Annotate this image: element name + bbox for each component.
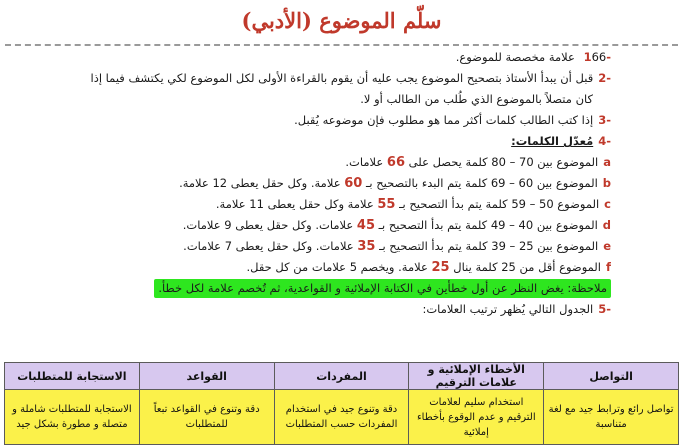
rate-text: الموضوع 50 – 59 كلمة يتم بدأ التصحيح بـ: [399, 197, 600, 211]
note-line: [0, 278, 611, 299]
rate-text: الموضوع بين 60 – 69 كلمة يتم البدء بالتصحيح بـ: [365, 176, 598, 190]
word-rate-a: [0, 152, 611, 173]
item-1: [0, 47, 611, 68]
rate-letter: b: [602, 176, 611, 190]
item-text: قبل أن يبدأ الأستاذ بتصحيح الموضوع يجب عليه أن يقوم بالقراءة الأولى لكل الموضوع لكي يكتشف فيما إذا: [90, 71, 594, 85]
rate-text: الموضوع بين 40 – 49 كلمة يتم بدأ التصحيح بـ: [378, 218, 598, 232]
item-text: إذا كتب الطالب كلمات أكثر مما هو مطلوب فإن موضوعه يُقبل.: [294, 113, 594, 127]
cell-grammar: دقة وتنوع في القواعد تبعاً للمتطلبات: [139, 390, 274, 445]
rate-mark: 55: [377, 197, 396, 212]
rubric-table: [4, 362, 679, 445]
cell-vocabulary: دقة وتنوع جيد في استخدام المفردات حسب المتطلبات: [274, 390, 409, 445]
word-rate-b: [0, 173, 611, 194]
rate-letter: a: [603, 155, 611, 169]
rate-mark: 25: [431, 260, 450, 275]
rate-text: علامة. ويخصم 5 علامات من كل حقل.: [246, 260, 428, 274]
word-rate-heading: مُعدّل الكلمات:: [511, 134, 594, 148]
item-number: -4: [598, 134, 611, 148]
word-rate-c: [0, 194, 611, 215]
table-row: [5, 390, 679, 445]
item-number: -3: [598, 113, 611, 127]
rate-text: الموضوع أقل من 25 كلمة ينال: [453, 260, 601, 274]
rate-mark: 35: [357, 239, 376, 254]
rate-text: علامات. وكل حقل يعطى 9 علامات.: [182, 218, 354, 232]
word-rate-f: [0, 257, 611, 278]
rate-letter: e: [603, 239, 611, 253]
header-grammar: القواعد: [139, 363, 274, 390]
item-2: [0, 68, 611, 89]
note-highlight: ملاحظة: يغض النظر عن أول خطأين في الكتابة الإملائية و القواعدية، ثم تُخصم علامة لكل خطأ.: [154, 279, 611, 298]
item-text: الجدول التالي يُظهر ترتيب العلامات:: [422, 302, 594, 316]
item-number: -2: [598, 71, 611, 85]
rubric-instructions: [0, 47, 611, 320]
table-header-row: [5, 363, 679, 390]
cell-communication: تواصل رائع وترابط جيد مع لغة متناسبة: [544, 390, 679, 445]
item-text: كان متصلاً بالموضوع الذي طُلب من الطالب أو لا.: [360, 92, 593, 106]
cell-spelling-punctuation: استخدام سليم لعلامات الترقيم و عدم الوقوع بأخطاء إملائية: [409, 390, 544, 445]
rate-letter: d: [602, 218, 611, 232]
title-divider: [5, 44, 678, 46]
header-communication: التواصل: [544, 363, 679, 390]
rate-mark: 66: [386, 155, 406, 170]
item-number: -1: [583, 50, 611, 64]
header-vocabulary: المفردات: [274, 363, 409, 390]
cell-task-response: الاستجابة للمتطلبات شاملة و متصلة و مطورة بشكل جيد: [5, 390, 140, 445]
rate-text: علامة. وكل حقل يعطى 12 علامة.: [179, 176, 341, 190]
header-task-response: الاستجابة للمتطلبات: [5, 363, 140, 390]
rate-text: الموضوع بين 25 – 39 كلمة يتم بدأ التصحيح بـ: [379, 239, 599, 253]
word-rate-e: [0, 236, 611, 257]
rate-mark: 45: [356, 218, 375, 233]
page-title: سلّم الموضوع (الأدبي): [241, 8, 442, 33]
rate-text: علامة وكل حقل يعطى 11 علامة.: [215, 197, 374, 211]
item-4: [0, 131, 611, 152]
header-spelling-punctuation: الأخطاء الإملائية و علامات الترقيم: [409, 363, 544, 390]
item-3: [0, 110, 611, 131]
item-5: [0, 299, 611, 320]
rate-text: الموضوع بين 70 – 80 كلمة يحصل على: [408, 155, 599, 169]
rate-letter: f: [605, 260, 611, 274]
item-number: -5: [598, 302, 611, 316]
word-rate-d: [0, 215, 611, 236]
rate-text: علامات.: [345, 155, 384, 169]
item-2-continued: [0, 89, 611, 110]
rate-text: علامات. وكل حقل يعطى 7 علامات.: [183, 239, 354, 253]
rate-mark: 60: [344, 176, 363, 191]
rate-letter: c: [604, 197, 611, 211]
item-text: 66 علامة مخصصة للموضوع.: [455, 50, 607, 64]
